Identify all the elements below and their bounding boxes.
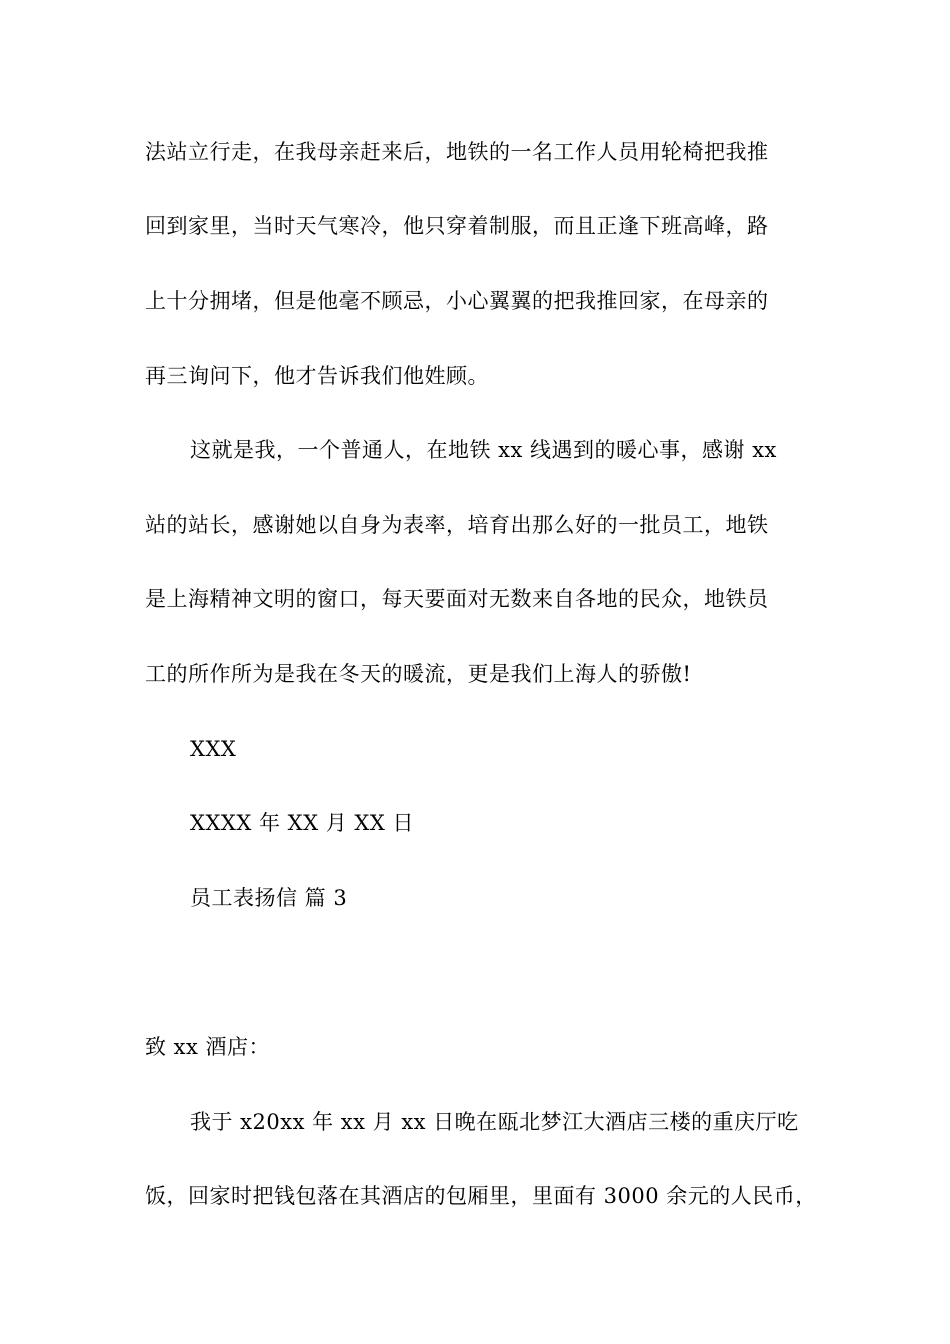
paragraph-line: 我于 x20xx 年 xx 月 xx 日晚在瓯北梦江大酒店三楼的重庆厅吃 <box>190 1110 799 1134</box>
signature-date: XXXX 年 XX 月 XX 日 <box>190 811 414 835</box>
paragraph-line: 工的所作所为是我在冬天的暖流，更是我们上海人的骄傲! <box>145 662 692 686</box>
paragraph-line: 回到家里，当时天气寒冷，他只穿着制服，而且正逢下班高峰，路 <box>145 214 769 238</box>
paragraph-line: 这就是我，一个普通人，在地铁 xx 线遇到的暖心事，感谢 xx <box>190 438 777 462</box>
paragraph-line: 站的站长，感谢她以自身为表率，培育出那么好的一批员工，地铁 <box>145 513 769 537</box>
paragraph-line: 上十分拥堵，但是他毫不顾忌，小心翼翼的把我推回家，在母亲的 <box>145 289 769 313</box>
paragraph-line: 再三询问下，他才告诉我们他姓顾。 <box>145 364 489 388</box>
paragraph-line: 是上海精神文明的窗口，每天要面对无数来自各地的民众，地铁员 <box>145 587 769 611</box>
signature-name: XXX <box>190 737 237 761</box>
section-heading: 员工表扬信 篇 3 <box>190 886 348 910</box>
paragraph-line: 法站立行走，在我母亲赶来后，地铁的一名工作人员用轮椅把我推 <box>145 140 769 164</box>
salutation: 致 xx 酒店： <box>145 1035 271 1059</box>
paragraph-line: 饭，回家时把钱包落在其酒店的包厢里，里面有 3000 余元的人民币， <box>145 1184 817 1208</box>
